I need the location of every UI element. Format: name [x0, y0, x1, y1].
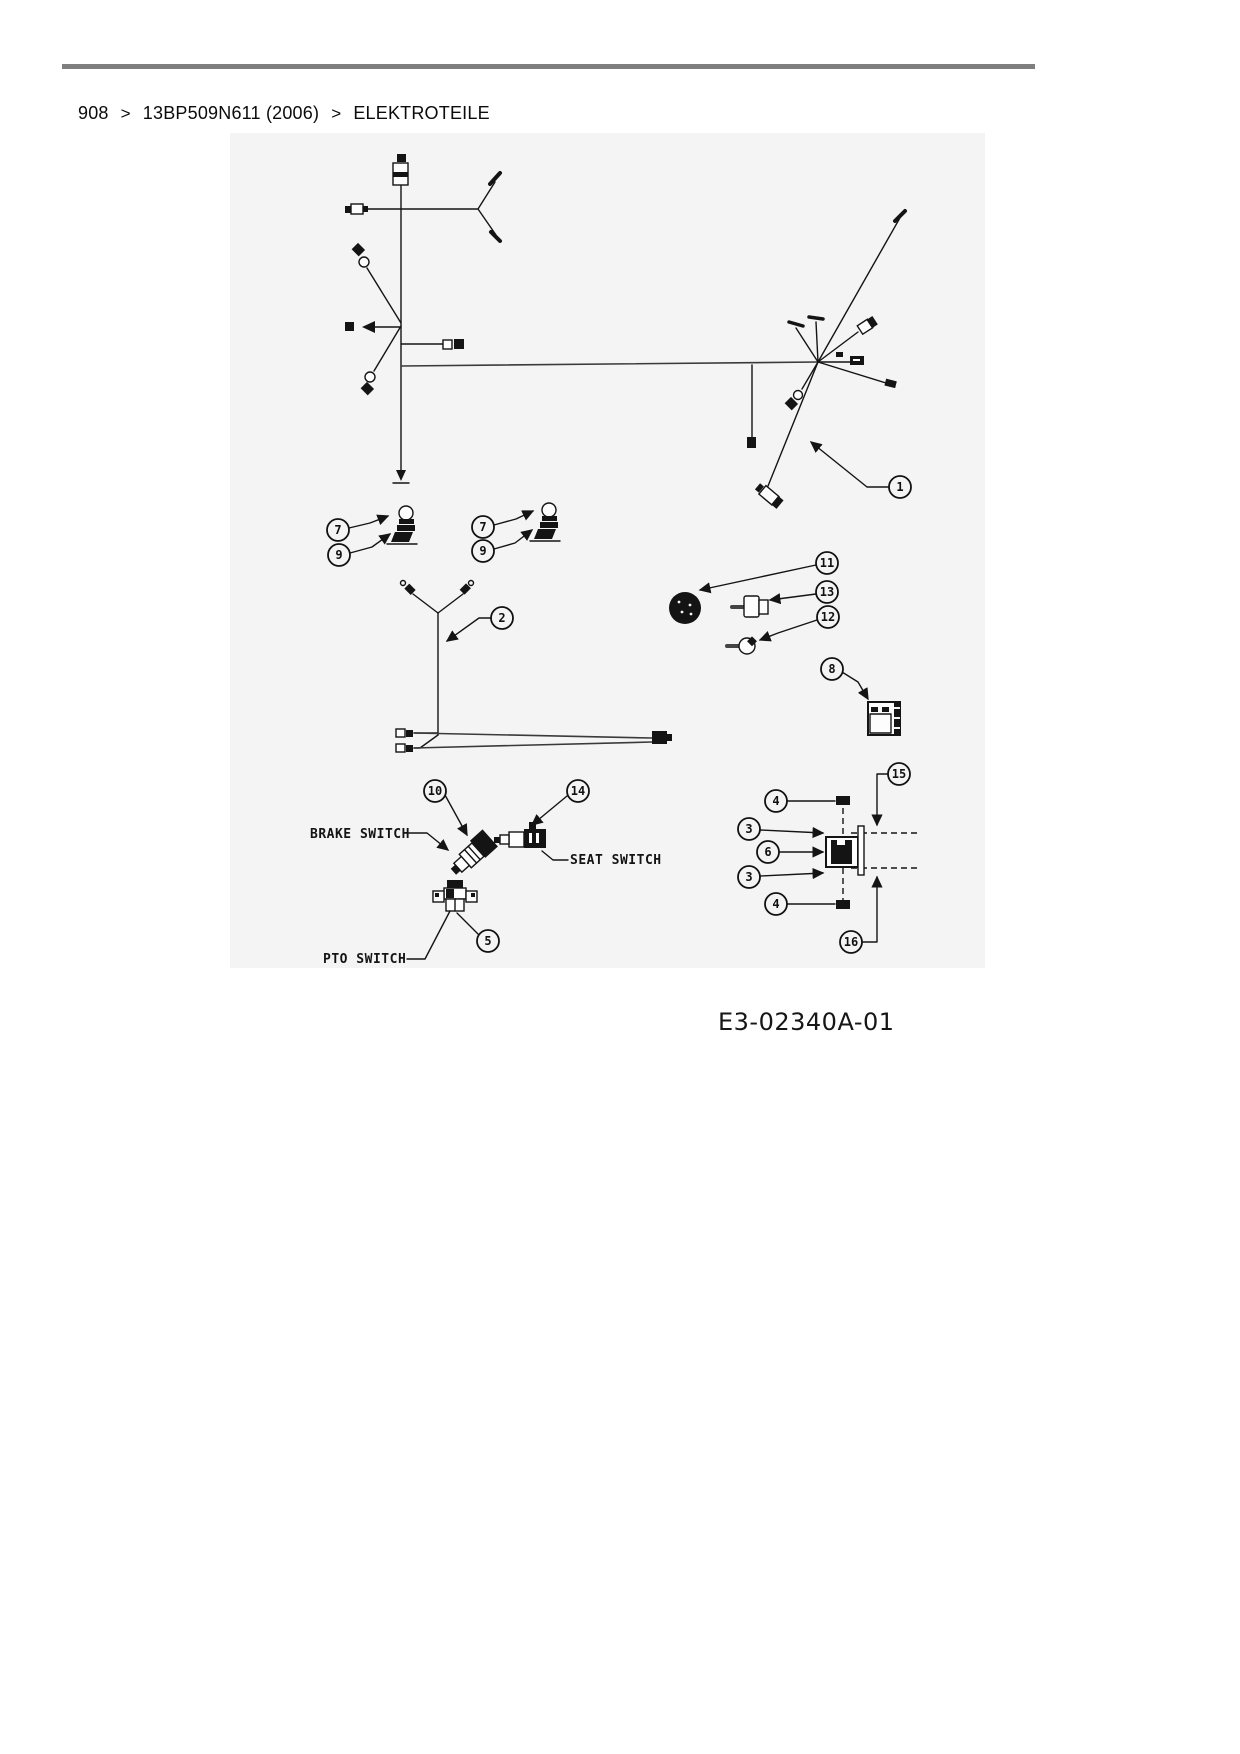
seat-switch: [494, 822, 546, 848]
breadcrumb-item-model[interactable]: 13BP509N611 (2006): [142, 103, 320, 123]
callout-6: [757, 841, 779, 863]
callout-number: 6: [764, 845, 772, 860]
callout-number: 7: [479, 520, 487, 535]
callout-number: 14: [570, 784, 586, 799]
callout-3: [738, 866, 760, 888]
callout-5: [477, 930, 499, 952]
callout-number: 10: [427, 784, 443, 799]
callout-number: 15: [891, 767, 907, 782]
callout-number: 3: [745, 822, 753, 837]
breadcrumb-item-category[interactable]: 908: [78, 103, 109, 123]
callout-9: [328, 544, 350, 566]
leader-13: [770, 594, 816, 600]
callout-number: 4: [772, 897, 780, 912]
bulb-socket-right: [530, 503, 560, 541]
leader-8: [842, 672, 868, 699]
leader-3-top: [760, 830, 823, 833]
leader-7-left: [349, 516, 388, 528]
breadcrumb: [78, 103, 490, 124]
indicator-bulb: [727, 636, 757, 654]
pto-switch-label: PTO SWITCH: [323, 952, 407, 967]
top-rule: [62, 64, 1035, 69]
callout-8: [821, 658, 843, 680]
parts-diagram-svg: [230, 133, 985, 968]
mounting-bolt-top: [836, 796, 850, 805]
leader-2: [447, 618, 491, 641]
callout-14: [567, 780, 589, 802]
callout-12: [817, 606, 839, 628]
bulb-socket-left: [387, 506, 417, 544]
callout-15: [888, 763, 910, 785]
callout-number: 11: [819, 556, 835, 571]
diagram-canvas: [230, 133, 985, 968]
breadcrumb-item-section[interactable]: ELEKTROTEILE: [353, 103, 490, 123]
callout-1: [889, 476, 911, 498]
leader-brake-label: [409, 833, 448, 850]
seat-switch-label: SEAT SWITCH: [570, 853, 662, 868]
callout-9: [472, 540, 494, 562]
pto-switch: [433, 880, 477, 911]
leader-11: [700, 565, 816, 590]
breadcrumb-separator: >: [120, 104, 131, 123]
dash-sub-harness: [396, 581, 672, 753]
callout-number: 9: [335, 548, 343, 563]
leader-pto-label: [407, 911, 450, 959]
leader-5: [457, 913, 478, 934]
drawing-number: E3-02340A-01: [718, 1008, 895, 1036]
callout-layer: [327, 476, 911, 953]
leader-10: [445, 795, 467, 835]
main-wiring-harness: [345, 154, 905, 509]
callout-2: [491, 607, 513, 629]
leader-12: [760, 620, 817, 640]
leader-9-left: [350, 534, 390, 553]
callout-4: [765, 893, 787, 915]
callout-number: 3: [745, 870, 753, 885]
callout-10: [424, 780, 446, 802]
fuse-holder: [732, 596, 768, 617]
mounting-plate: [858, 826, 864, 875]
callout-number: 1: [896, 480, 904, 495]
leader-16: [862, 877, 877, 942]
leader-3-bottom: [760, 873, 823, 876]
callout-number: 4: [772, 794, 780, 809]
relay: [868, 702, 900, 735]
leader-15: [877, 774, 888, 825]
horn: [669, 592, 701, 624]
leader-14: [532, 796, 567, 825]
callout-4: [765, 790, 787, 812]
mounting-bolt-bottom: [836, 900, 850, 909]
callout-13: [816, 581, 838, 603]
callout-number: 5: [484, 934, 492, 949]
callout-number: 16: [843, 935, 859, 950]
leader-9-right: [494, 530, 532, 549]
callout-7: [472, 516, 494, 538]
callout-number: 12: [820, 610, 836, 625]
callout-16: [840, 931, 862, 953]
callout-number: 13: [819, 585, 835, 600]
ignition-switch-assembly: [826, 796, 921, 909]
callout-11: [816, 552, 838, 574]
harness-main-run: [401, 362, 818, 366]
callout-number: 9: [479, 544, 487, 559]
leader-1: [811, 442, 889, 487]
leader-seat-label: [542, 851, 568, 860]
callout-7: [327, 519, 349, 541]
leader-7-right: [494, 511, 533, 525]
brake-switch-label: BRAKE SWITCH: [310, 827, 410, 842]
callout-number: 8: [828, 662, 836, 677]
leader-lines: [349, 442, 889, 959]
breadcrumb-separator: >: [331, 104, 342, 123]
brake-switch: [445, 829, 498, 880]
callout-3: [738, 818, 760, 840]
callout-number: 2: [498, 611, 506, 626]
callout-number: 7: [334, 523, 342, 538]
